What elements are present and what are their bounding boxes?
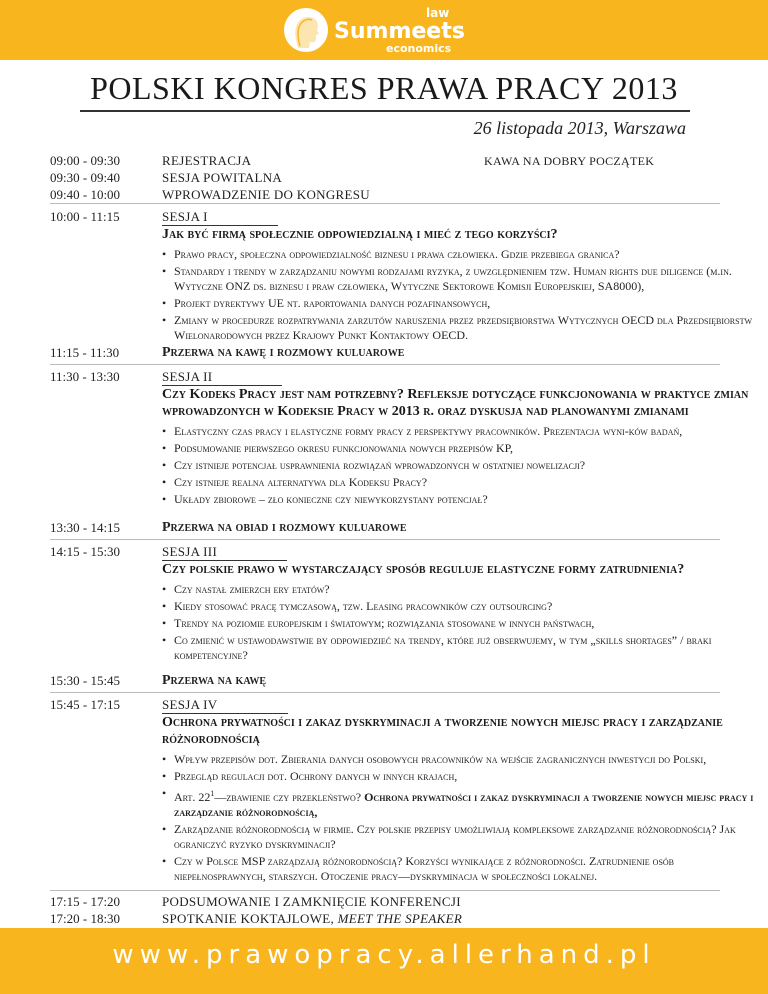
session-heading: Czy polskie prawo w wystarczający sposób reguluje elastyczne formy zatrudnienia? [162, 562, 685, 577]
time-slot: 09:30 - 09:40 [50, 170, 121, 185]
bullet-item: • Wpływ przepisów dot. Zbierania danych osobowych pracowników na wejście zagranicznych inwestycji do Polski, [162, 752, 762, 767]
summeets-logo [284, 7, 484, 53]
time-slot: 11:30 - 13:30 [50, 369, 120, 384]
agenda-item: PODSUMOWANIE I ZAMKNIĘCIE KONFERENCJI [162, 894, 461, 909]
bullet-item: • Zmiany w procedurze rozpatrywania zarzutów naruszenia przez przedsiębiorstwa Wytycznych OECD dla Przedsiębiorstw Wielonarodowych przez Krajowy Punkt Kontaktowy OECD. [162, 313, 762, 343]
article-superscript: 1 [210, 789, 215, 798]
bullet-item: • Projekt dyrektywy UE nt. raportowania danych pozafinansowych, [162, 296, 762, 311]
session-heading: Jak być firmą społecznie odpowiedzialną i mieć z tego korzyści? [162, 227, 558, 242]
session-3-content [162, 543, 762, 665]
article-number: Art. 22 [174, 790, 211, 804]
logo-word-sum: Sum [334, 19, 389, 44]
session-label: SESJA III [162, 543, 287, 561]
bullet-item: • Prawo pracy, społeczna odpowiedzialność biznesu i prawa człowieka. Gdzie przebiega granica? [162, 247, 762, 262]
website-link[interactable]: www.prawopracy.allerhand.pl [112, 940, 656, 970]
time-slot: 17:20 - 18:30 [50, 911, 121, 926]
cocktail-label: SPOTKANIE KOKTAJLOWE, [162, 911, 335, 926]
time-slot: 15:45 - 17:15 [50, 697, 121, 712]
session-label: SESJA I [162, 208, 278, 226]
bullet-item: • Standardy i trendy w zarządzaniu nowymi rodzajami ryzyka, z uwzględnieniem tzw. Human rights due diligence (m.in. Wytyczne ONZ ds. biznesu i praw człowieka, Wytyczne Sektorowe Komisji Europejskiej, SA8000), [162, 264, 762, 294]
time-slot: 09:00 - 09:30 [50, 153, 121, 168]
session-1-content [162, 208, 762, 345]
bullet-item: • Czy istnieje potencjał usprawnienia rozwiązań wprowadzonych w ostatniej nowelizacji? [162, 458, 762, 473]
row-divider [50, 364, 720, 365]
session-4-bullets [162, 752, 762, 884]
bullet-item: • Przegląd regulacji dot. Ochrony danych w innych krajach, [162, 769, 762, 784]
opening-times [50, 152, 150, 203]
row-divider [50, 890, 720, 891]
bullet-item: • Kiedy stosować pracę tymczasową, tzw. Leasing pracowników czy outsourcing? [162, 599, 762, 614]
logo-word-meets: meets [388, 19, 465, 44]
time-slot: 10:00 - 11:15 [50, 209, 120, 224]
bullet-item: • Zarządzanie różnorodnością w firmie. Czy polskie przepisy umożliwiają kompleksowe zarządzanie różnorodnością? Jak ograniczyć ryzyko dyskryminacji? [162, 822, 762, 852]
row-divider [50, 203, 720, 204]
time-slot: 13:30 - 14:15 [50, 520, 121, 535]
session-heading: Czy Kodeks Pracy jest nam potrzebny? Refleksje dotyczące funkcjonowania w praktyce zmian wprowadzonych w Kodeksie Pracy w 2013 r. oraz dyskusja nad planowanymi zmianami [162, 387, 749, 419]
break-label: Przerwa na obiad i rozmowy kuluarowe [162, 520, 407, 535]
agenda-item: REJESTRACJA [162, 153, 252, 168]
row-divider [50, 692, 720, 693]
time-slot: 17:15 - 17:20 [50, 894, 121, 909]
time-slot: 09:40 - 10:00 [50, 187, 121, 202]
logo-word-law: law [426, 6, 450, 20]
meet-the-speaker: MEET THE SPEAKER [337, 911, 463, 926]
session-3-bullets [162, 582, 762, 663]
agenda-item-cocktail [162, 910, 762, 927]
session-label: SESJA IV [162, 696, 288, 714]
agenda-item: SESJA POWITALNA [162, 170, 283, 185]
break-label: Przerwa na kawę i rozmowy kuluarowe [162, 345, 405, 360]
time-slot: 11:15 - 11:30 [50, 345, 120, 360]
article-text: —zbawienie czy przekleństwo? [214, 790, 362, 804]
event-date: 26 listopada 2013, Warszawa [473, 118, 686, 138]
time-slot: 14:15 - 15:30 [50, 544, 121, 559]
session-2-content [162, 368, 762, 509]
profile-head-icon [284, 8, 328, 52]
logo-word-summeets [334, 21, 465, 43]
title-divider [80, 110, 690, 112]
coffee-note: KAWA NA DOBRY POCZĄTEK [484, 154, 655, 168]
logo-word-economics: economics [386, 42, 452, 55]
session-4-content [162, 696, 762, 886]
opening-items [162, 152, 762, 203]
break-label: Przerwa na kawę [162, 673, 267, 688]
session-2-bullets [162, 424, 762, 507]
bullet-item: • Czy istnieje realna alternatywa dla Kodeksu Pracy? [162, 475, 762, 490]
bullet-item: • Czy nastał zmierzch ery etatów? [162, 582, 762, 597]
closing-times [50, 893, 150, 927]
agenda-item: WPROWADZENIE DO KONGRESU [162, 187, 370, 202]
bullet-item: • Czy w Polsce MSP zarządzają różnorodnością? Korzyści wynikające z różnorodności. Zatrudnienie osób niepełnosprawnych, starszych. Otoczenie pracy—dyskryminacja w społeczności lokalnej. [162, 854, 762, 884]
closing-items [162, 893, 762, 927]
session-1-bullets [162, 247, 762, 343]
article-bold-text: Ochrona prywatności i zakaz dyskryminacji a tworzenie nowych miejsc pracy i zarządzanie różnorodnością, [174, 790, 754, 819]
logo-wordmark [334, 7, 484, 53]
bullet-item: • Elastyczny czas pracy i elastyczne formy pracy z perspektywy pracowników. Prezentacja wyni-ków badań, [162, 424, 762, 439]
bullet-item-article [162, 786, 762, 820]
bullet-item: • Układy zbiorowe – zło konieczne czy niewykorzystany potencjał? [162, 492, 762, 507]
page-title: POLSKI KONGRES PRAWA PRACY 2013 [90, 70, 678, 106]
bullet-item: • Podsumowanie pierwszego okresu funkcjonowania nowych przepisów KP, [162, 441, 762, 456]
session-label: SESJA II [162, 368, 282, 386]
row-divider [50, 539, 720, 540]
bullet-item: • Co zmienić w ustawodawstwie by odpowiedzieć na trendy, które już obserwujemy, w tym „skills shortages” / braki kompetencyjne? [162, 633, 762, 663]
session-heading: Ochrona prywatności i zakaz dyskryminacji a tworzenie nowych miejsc pracy i zarządzanie różnorodnością [162, 715, 723, 747]
bullet-item: • Trendy na poziomie europejskim i światowym; rozwiązania stosowane w innych państwach, [162, 616, 762, 631]
time-slot: 15:30 - 15:45 [50, 673, 121, 688]
